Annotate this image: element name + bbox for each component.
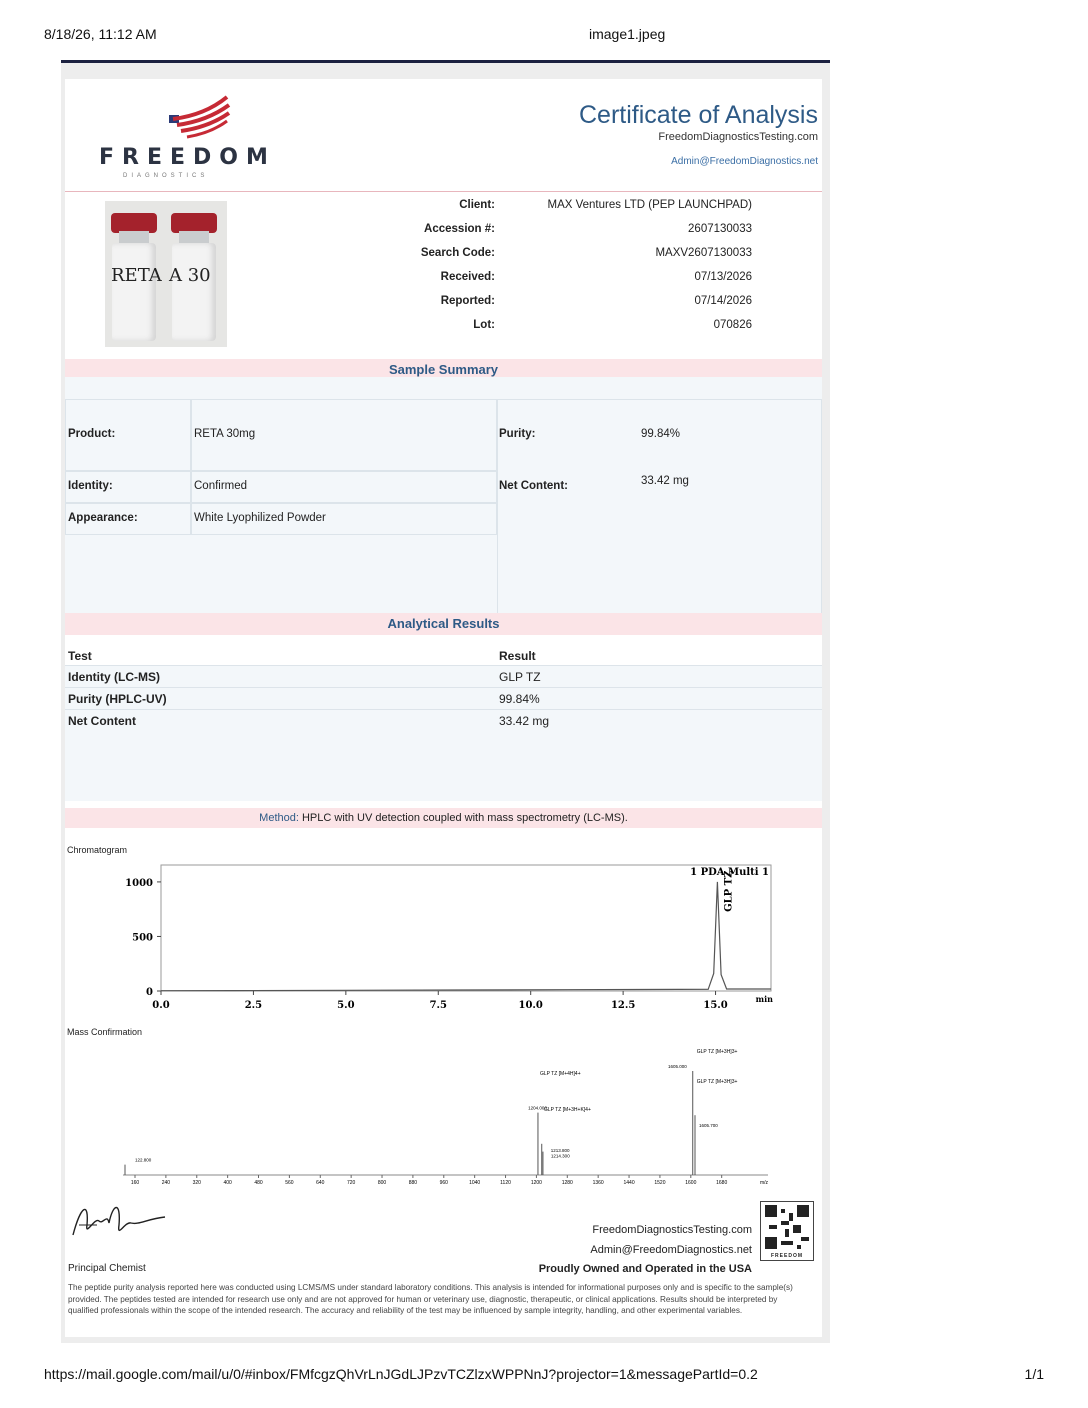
x-tick-label: 1040 bbox=[469, 1180, 481, 1186]
footer-website: FreedomDiagnosticsTesting.com bbox=[592, 1224, 752, 1236]
method-bar bbox=[65, 808, 822, 828]
x-tick-label: 320 bbox=[192, 1180, 201, 1186]
results-header-row bbox=[65, 643, 822, 666]
analytical-results-table bbox=[65, 643, 822, 801]
disclaimer-text: The peptide purity analysis reported here was conducted using LCMS/MS under standard laboratory conditions. This analysis is intended for informational purposes only and is specific to the sample(s) provided. The peptides tested are intended for research use only and are not approved for human or veterinary use, diagnostic, therapeutic, or clinical applications. Results should be interpreted by qualified professionals within the scope of the intended research. The accuracy and reliability of the test may be influenced by sample integrity, handling, and other experimental variables. bbox=[68, 1283, 793, 1315]
peak-value-label: 1213.800 bbox=[550, 1147, 570, 1153]
peak-label: GLP TZ bbox=[723, 870, 735, 912]
product-photo bbox=[105, 201, 227, 347]
x-tick-label: 12.5 bbox=[610, 1000, 636, 1011]
x-tick-label: 5.0 bbox=[337, 1000, 355, 1011]
x-tick-label: 1600 bbox=[685, 1180, 697, 1186]
appearance-value: White Lyophilized Powder bbox=[194, 512, 326, 524]
chromatogram-title: Chromatogram bbox=[67, 845, 128, 855]
x-tick-label: 1120 bbox=[500, 1180, 511, 1186]
x-tick-label: 10.0 bbox=[518, 1000, 543, 1011]
chart-background bbox=[65, 857, 822, 1017]
x-tick-label: 1680 bbox=[716, 1180, 728, 1186]
row-test: Purity (HPLC-UV) bbox=[68, 692, 167, 706]
x-tick-label: 960 bbox=[439, 1180, 448, 1186]
x-axis-unit: m/z bbox=[759, 1180, 768, 1186]
search-code-label: Search Code: bbox=[420, 247, 495, 259]
x-tick-label: 880 bbox=[408, 1180, 418, 1186]
table-row bbox=[65, 665, 822, 688]
x-tick-label: 1520 bbox=[654, 1180, 666, 1186]
mass-confirmation-title: Mass Confirmation bbox=[67, 1027, 143, 1037]
y-tick-label: 0 bbox=[146, 987, 153, 998]
freedom-logo bbox=[95, 87, 276, 179]
sample-summary-table bbox=[65, 377, 822, 617]
document-title: Certificate of Analysis bbox=[579, 101, 818, 129]
x-tick-label: 1440 bbox=[623, 1180, 635, 1186]
x-tick-label: 1280 bbox=[561, 1180, 573, 1186]
identity-value: Confirmed bbox=[194, 480, 248, 492]
sample-summary-heading: Sample Summary bbox=[65, 359, 822, 381]
peak-value-label: 1605.000 bbox=[667, 1064, 687, 1069]
x-tick-label: 160 bbox=[130, 1180, 140, 1186]
accession-label: Accession #: bbox=[424, 223, 495, 235]
method-text: HPLC with UV detection coupled with mass spectrometry (LC-MS). bbox=[301, 812, 628, 824]
purity-label: Purity: bbox=[499, 428, 536, 440]
header-website: FreedomDiagnosticsTesting.com bbox=[658, 131, 818, 143]
ion-annotation: GLP TZ [M+4H]4+ bbox=[539, 1071, 581, 1077]
x-tick-label: 480 bbox=[254, 1180, 263, 1186]
qr-code[interactable] bbox=[760, 1201, 814, 1261]
reported-value: 07/14/2026 bbox=[694, 295, 752, 307]
print-datetime: 8/18/26, 11:12 AM bbox=[44, 26, 157, 42]
peak-value-label: 1204.000 bbox=[528, 1105, 547, 1111]
certificate-document bbox=[65, 79, 822, 1337]
net-content-label: Net Content: bbox=[499, 480, 568, 492]
x-tick-label: 720 bbox=[346, 1180, 356, 1186]
identity-label: Identity: bbox=[68, 480, 113, 492]
col-result-header: Result bbox=[499, 649, 536, 663]
client-value: MAX Ventures LTD (PEP LAUNCHPAD) bbox=[547, 199, 752, 211]
qr-code-icon bbox=[765, 1205, 809, 1249]
row-test: Net Content bbox=[68, 714, 136, 728]
appearance-label: Appearance: bbox=[68, 512, 138, 524]
x-tick-label: 240 bbox=[161, 1180, 171, 1186]
chemist-signature bbox=[69, 1195, 169, 1245]
x-tick-label: 560 bbox=[285, 1180, 294, 1186]
peak-value-label: 1605.700 bbox=[699, 1123, 718, 1129]
ion-annotation: GLP TZ [M+3H+K]4+ bbox=[543, 1107, 591, 1113]
x-tick-label: 800 bbox=[377, 1180, 387, 1186]
table-row bbox=[65, 687, 822, 710]
client-label: Client: bbox=[459, 199, 495, 211]
print-header bbox=[44, 26, 1044, 46]
print-page-number: 1/1 bbox=[1024, 1366, 1044, 1382]
print-footer bbox=[44, 1366, 1044, 1386]
row-result: 99.84% bbox=[499, 692, 540, 706]
row-test: Identity (LC-MS) bbox=[68, 670, 160, 684]
mass-spectrum-chart bbox=[65, 1039, 822, 1189]
qr-brand-word: FREEDOM bbox=[771, 1253, 803, 1259]
chromatogram-chart bbox=[65, 857, 822, 1017]
brand-name: FREEDOM bbox=[99, 145, 276, 170]
reported-label: Reported: bbox=[440, 295, 495, 307]
ion-annotation: GLP TZ [M+3H]3+ bbox=[696, 1079, 738, 1085]
lot-value: 070826 bbox=[713, 319, 752, 331]
product-value: RETA 30mg bbox=[194, 428, 256, 440]
vial-right bbox=[169, 213, 219, 341]
peak-value-label: 122.800 bbox=[135, 1157, 152, 1163]
header-divider bbox=[65, 191, 822, 192]
print-url: https://mail.google.com/mail/u/0/#inbox/FMfcgzQhVrLnJGdLJPzvTCZlzxWPPNnJ?projector=1&messagePartId=0.2 bbox=[44, 1366, 758, 1382]
x-tick-label: 2.5 bbox=[244, 1000, 263, 1011]
y-tick-label: 1000 bbox=[125, 877, 153, 889]
x-tick-label: 0.0 bbox=[152, 1000, 170, 1011]
brand-subname: DIAGNOSTICS bbox=[123, 173, 209, 179]
header-email: Admin@FreedomDiagnostics.net bbox=[671, 156, 818, 167]
footer-tagline: Proudly Owned and Operated in the USA bbox=[538, 1263, 752, 1275]
flag-swoosh-icon bbox=[95, 87, 245, 147]
lot-label: Lot: bbox=[473, 319, 495, 331]
accession-value: 2607130033 bbox=[688, 223, 752, 235]
received-label: Received: bbox=[440, 271, 495, 283]
method-label: Method: bbox=[259, 812, 299, 824]
row-result: GLP TZ bbox=[499, 670, 541, 684]
page-sheet bbox=[61, 60, 830, 1343]
table-row bbox=[65, 709, 822, 731]
chart-background bbox=[65, 1039, 822, 1189]
x-tick-label: 15.0 bbox=[703, 1000, 728, 1011]
net-content-value: 33.42 mg bbox=[641, 475, 689, 487]
analytical-results-heading: Analytical Results bbox=[65, 613, 822, 635]
product-label: Product: bbox=[68, 428, 116, 440]
col-test-header: Test bbox=[68, 649, 92, 663]
footer-email: Admin@FreedomDiagnostics.net bbox=[590, 1244, 752, 1256]
x-axis-unit: min bbox=[755, 994, 773, 1004]
y-tick-label: 500 bbox=[132, 932, 153, 944]
x-tick-label: 7.5 bbox=[429, 1000, 447, 1011]
x-tick-label: 400 bbox=[223, 1180, 232, 1186]
ion-annotation: GLP TZ [M+3H]3+ bbox=[696, 1049, 738, 1055]
received-value: 07/13/2026 bbox=[694, 271, 752, 283]
x-tick-label: 1200 bbox=[530, 1180, 542, 1186]
x-tick-label: 640 bbox=[316, 1180, 325, 1186]
vial-left-label: RETA bbox=[111, 265, 162, 286]
print-filename: image1.jpeg bbox=[589, 26, 666, 42]
vial-right-label: A 30 bbox=[169, 265, 211, 286]
signature-caption: Principal Chemist bbox=[68, 1263, 146, 1274]
row-result: 33.42 mg bbox=[499, 714, 550, 728]
search-code-value: MAXV2607130033 bbox=[655, 247, 752, 259]
detector-annotation: 1 PDA Multi 1 bbox=[690, 867, 769, 878]
peak-value-label: 1214.300 bbox=[550, 1153, 570, 1159]
x-tick-label: 1360 bbox=[592, 1180, 604, 1186]
purity-value: 99.84% bbox=[641, 428, 681, 440]
vial-left bbox=[109, 213, 162, 341]
